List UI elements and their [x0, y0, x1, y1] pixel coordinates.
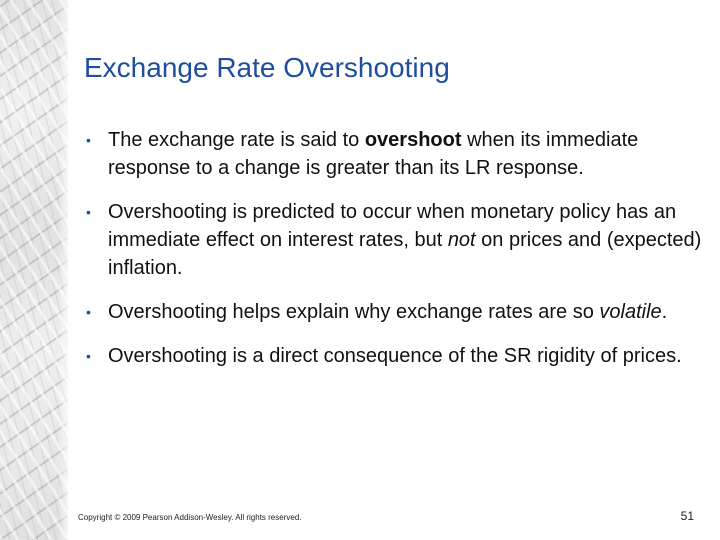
copyright-footer: Copyright © 2009 Pearson Addison-Wesley. All rights reserved. — [78, 513, 302, 522]
bullet-text: The exchange rate is said to overshoot when its immediate response to a change is greater than its LR response. — [108, 129, 639, 179]
emphasis-italic: volatile — [599, 301, 662, 323]
marble-edge-fade — [58, 0, 72, 540]
emphasis-italic: not — [447, 229, 476, 251]
bullet-text: Overshooting helps explain why exchange rates are so volatile. — [108, 301, 668, 323]
bullet-item — [86, 126, 706, 182]
bullet-item — [86, 298, 706, 326]
bullet-item — [86, 342, 706, 370]
bullet-dot-icon: • — [86, 204, 91, 220]
emphasis-bold: overshoot — [364, 129, 462, 151]
bullet-item — [86, 198, 706, 282]
bullet-text: Overshooting is a direct consequence of the SR rigidity of prices. — [108, 345, 682, 367]
page-number: 51 — [680, 509, 694, 523]
bullet-dot-icon: • — [86, 304, 91, 320]
bullet-text: Overshooting is predicted to occur when monetary policy has an immediate effect on interest rates, but not on prices and (expected) inflation. — [108, 201, 702, 279]
bullet-dot-icon: • — [86, 132, 91, 148]
bullet-dot-icon: • — [86, 348, 91, 364]
slide-title: Exchange Rate Overshooting — [84, 52, 450, 83]
bullet-list — [86, 126, 706, 386]
